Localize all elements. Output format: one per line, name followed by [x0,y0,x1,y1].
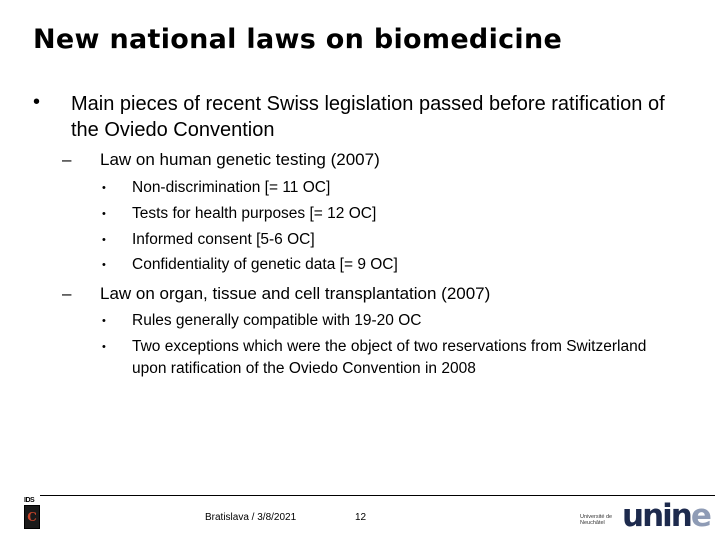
ids-logo-glyph: C [27,510,37,524]
footer-date-place: Bratislava / 3/8/2021 [205,512,297,523]
dash-icon: – [62,284,72,303]
ids-logo-text: IDS [24,497,35,504]
bullet-icon: • [102,208,106,220]
dash-icon: – [62,150,72,169]
unine-logo-main: unin [622,498,691,534]
unine-logo-word [622,498,710,534]
ids-logo-emblem [24,505,40,529]
slide-title: New national laws on biomedicine [33,24,563,55]
law-point-text: Non-discrimination [= 11 OC] [132,179,331,196]
unine-logo-icon [580,498,710,534]
unine-logo-subtext: Université de Neuchâtel [580,514,613,526]
ids-logo-icon [24,497,40,533]
bullet-icon: • [102,234,106,246]
bullet-icon: • [102,259,106,271]
unine-logo-accent: e [690,498,710,534]
bullet-icon: • [102,182,106,194]
law-point-text: Two exceptions which were the object of two reservations from Switzerland upon ratification of the Oviedo Convention in 2008 [132,338,647,377]
law-title: Law on organ, tissue and cell transplantation (2007) [100,284,491,303]
bullet-icon: • [33,91,41,113]
bullet-icon: • [102,315,106,327]
bullet-icon: • [102,341,106,353]
law-point-text: Confidentiality of genetic data [= 9 OC] [132,256,398,273]
law-point-text: Rules generally compatible with 19-20 OC [132,312,422,329]
footer-divider [40,495,715,496]
law-point-text: Tests for health purposes [= 12 OC] [132,205,377,222]
law-title: Law on human genetic testing (2007) [100,150,380,169]
main-bullet-text: Main pieces of recent Swiss legislation passed before ratification of the Oviedo Convention [71,93,665,141]
law-point-text: Informed consent [5-6 OC] [132,231,315,248]
page-number: 12 [355,512,367,523]
